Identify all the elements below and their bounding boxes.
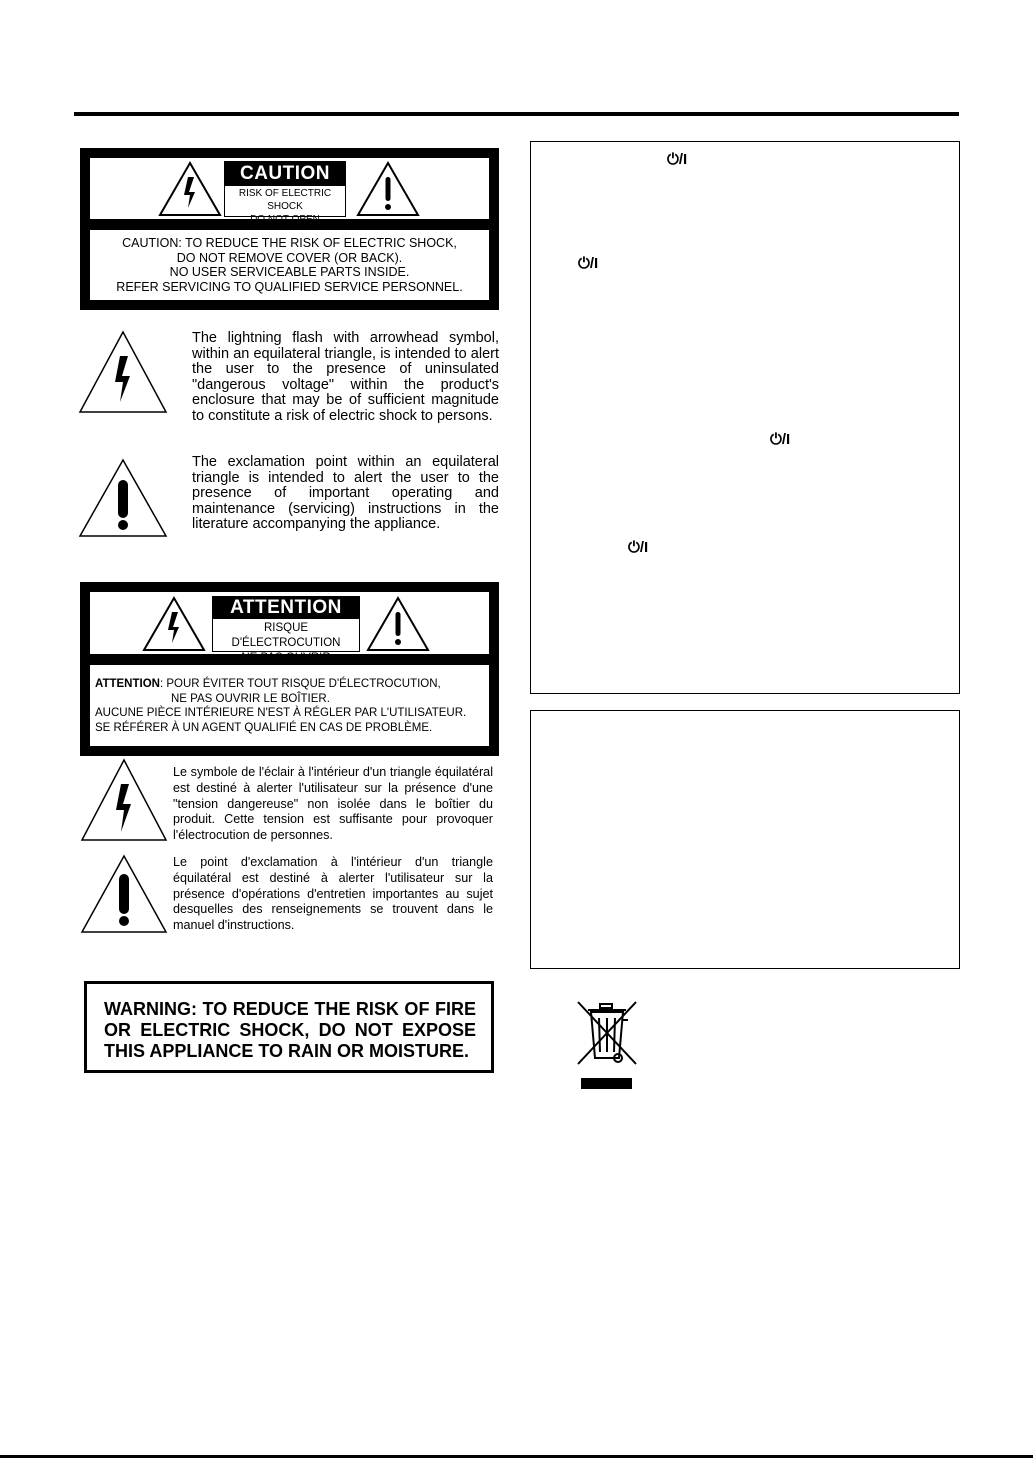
attention-subtitle-1: RISQUE D'ÉLECTROCUTION <box>231 622 341 649</box>
attention-title: ATTENTION <box>213 597 359 619</box>
top-rule <box>74 112 959 116</box>
attention-label <box>80 582 499 756</box>
attention-title-box <box>212 596 360 664</box>
exclamation-triangle-icon <box>78 458 168 538</box>
standby-power-icon: ⏻/I <box>667 151 688 168</box>
moisture-warning-text <box>104 999 476 1062</box>
standby-power-icon: ⏻/I <box>578 255 599 272</box>
caution-subtitle-2: DO NOT OPEN <box>250 214 320 225</box>
attention-subtitle-2: NE PAS OUVRIR <box>241 652 331 664</box>
exclamation-symbol-description: The exclamation point within an equilateral triangle is intended to alert the user to the presence of important operating and maintenance (servicing) instructions in the literature accompanying the appliance. <box>192 454 499 533</box>
caution-subtitle-1: RISK OF ELECTRIC SHOCK <box>238 188 332 212</box>
caution-line-2: DO NOT REMOVE COVER (OR BACK). <box>176 250 403 265</box>
caution-line-4: REFER SERVICING TO QUALIFIED SERVICE PERSONNEL. <box>116 279 463 294</box>
attention-line-1-bold: ATTENTION <box>95 678 160 690</box>
warning-line-1: WARNING: TO REDUCE THE RISK OF FIRE <box>104 999 476 1019</box>
exclamation-triangle-icon <box>356 161 420 217</box>
lightning-triangle-icon <box>158 161 222 217</box>
lightning-triangle-icon <box>142 596 206 652</box>
caution-title-box <box>224 161 346 225</box>
warning-line-3: THIS APPLIANCE TO RAIN OR MOISTURE. <box>104 1041 470 1061</box>
caution-line-1: CAUTION: TO REDUCE THE RISK OF ELECTRIC SHOCK, <box>122 236 457 250</box>
attention-line-4: SE RÉFÉRER À UN AGENT QUALIFIÉ EN CAS DE PROBLÈME. <box>95 721 433 734</box>
attention-label-top-panel <box>90 592 489 664</box>
lightning-symbol-description: The lightning flash with arrowhead symbol, within an equilateral triangle, is intended to alert the user to the presence of uninsulated "dangerous voltage" within the product's enclosure that may be of sufficient magnitude to constitute a risk of electric shock to persons. <box>192 330 499 424</box>
lightning-symbol-description-fr: Le symbole de l'éclair à l'intérieur d'un triangle équilatéral est destiné à alerter l'utilisateur sur la présence d'une "tension dangereuse" non isolée dans le boîtier du produit. Cette tension est suffisante pour provoquer l'électrocution de personnes. <box>173 765 493 843</box>
crossed-out-bin-icon <box>574 1000 640 1092</box>
standby-power-icon: ⏻/I <box>770 431 791 448</box>
exclamation-triangle-icon <box>80 854 168 934</box>
caution-line-3: NO USER SERVICEABLE PARTS INSIDE. <box>169 265 410 279</box>
attention-line-1 <box>95 677 441 692</box>
attention-label-bottom-panel <box>90 665 489 746</box>
caution-label-top-panel <box>90 158 489 225</box>
standby-power-icon: ⏻/I <box>628 539 649 556</box>
warning-line-2: OR ELECTRIC SHOCK, DO NOT EXPOSE <box>104 1020 476 1040</box>
moisture-warning-box <box>84 981 494 1073</box>
notice-box <box>530 710 960 969</box>
power-button-notice-box <box>530 141 960 694</box>
exclamation-triangle-icon <box>366 596 430 652</box>
caution-title: CAUTION <box>225 162 345 186</box>
caution-label <box>80 148 499 310</box>
lightning-triangle-icon <box>78 330 168 414</box>
caution-label-bottom-panel <box>90 230 489 300</box>
attention-line-3: AUCUNE PIÈCE INTÉRIEURE N'EST À RÉGLER PAR L'UTILISATEUR. <box>95 707 467 719</box>
lightning-triangle-icon <box>80 758 168 842</box>
exclamation-symbol-description-fr: Le point d'exclamation à l'intérieur d'un triangle équilatéral est destiné à alerter l'utilisateur sur la présence d'opérations d'entretien importantes au sujet desquelles des renseignements se trouvent dans le manuel d'instructions. <box>173 855 493 933</box>
attention-line-1-rest: : POUR ÉVITER TOUT RISQUE D'ÉLECTROCUTION, <box>159 678 441 690</box>
attention-line-2: NE PAS OUVRIR LE BOÎTIER. <box>171 692 330 705</box>
